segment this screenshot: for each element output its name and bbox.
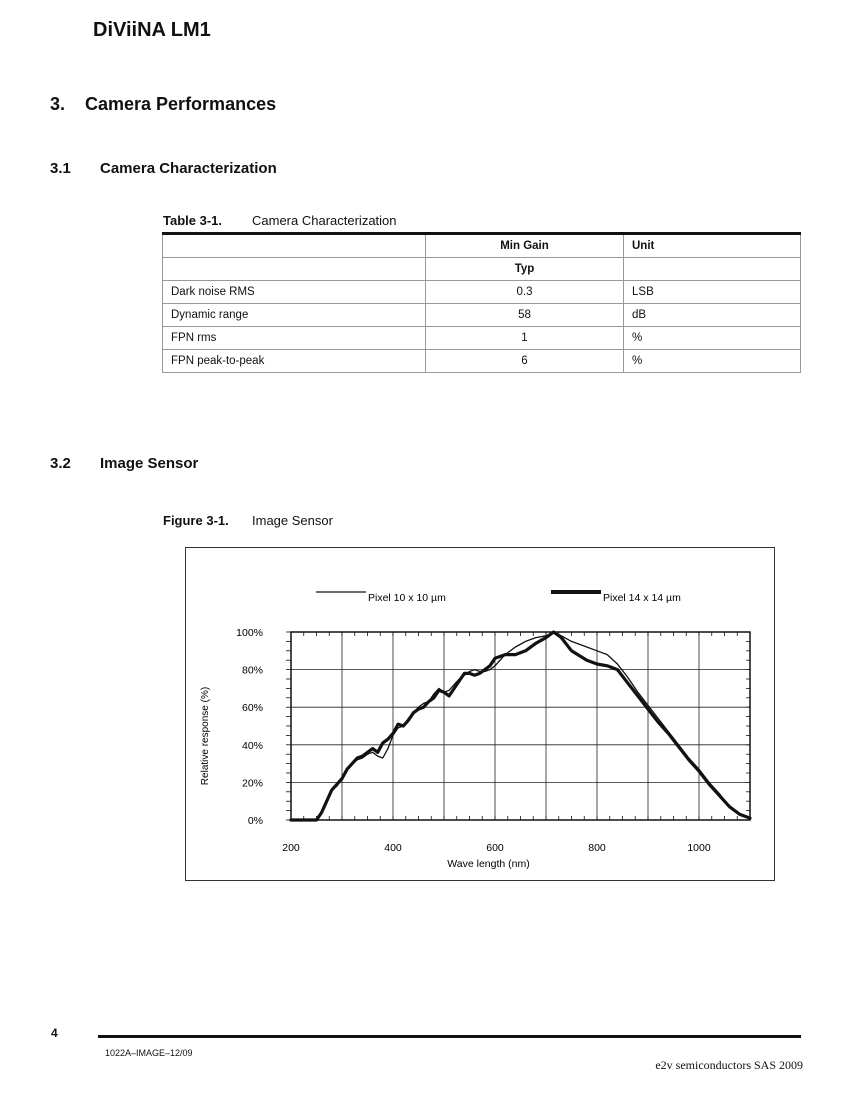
table-caption-label: Table 3-1. (163, 213, 223, 228)
figure-caption-label: Figure 3-1. (163, 513, 229, 528)
chart-series (291, 632, 750, 820)
table-row (163, 350, 801, 373)
y-tick-label: 40% (241, 739, 263, 752)
table-cell: LSB (624, 281, 801, 304)
table-cell: % (624, 327, 801, 350)
legend-label: Pixel 10 x 10 µm (368, 592, 446, 604)
table-header-cell (163, 258, 426, 281)
subsection-number: 3.1 (50, 160, 71, 177)
section-title: Camera Performances (85, 94, 277, 114)
document-code: 1022A–IMAGE–12/09 (105, 1048, 193, 1058)
y-tick-label: 80% (241, 664, 263, 677)
table-cell: 6 (426, 350, 624, 373)
series-line-2 (291, 632, 750, 820)
y-tick-label: 0% (247, 815, 263, 827)
figure-caption (163, 513, 333, 528)
subsection-title: Image Sensor (100, 455, 199, 472)
table-header-cell: Min Gain (426, 234, 624, 258)
table-row (163, 327, 801, 350)
plot-area (291, 632, 750, 820)
subsection-title: Camera Characterization (100, 160, 277, 177)
table-cell: 0.3 (426, 281, 624, 304)
table-cell: dB (624, 304, 801, 327)
table-subheader-row (163, 258, 801, 281)
chart-grid (291, 632, 750, 820)
spectral-response-chart (186, 548, 774, 880)
table-cell: Dynamic range (163, 304, 426, 327)
x-tick-label: 1000 (687, 842, 711, 854)
table-cell: 1 (426, 327, 624, 350)
table-header-cell (163, 234, 426, 258)
table-caption-text: Camera Characterization (252, 213, 397, 228)
y-tick-label: 100% (236, 627, 263, 639)
table-row (163, 304, 801, 327)
chart-ticks (286, 632, 750, 820)
y-tick-label: 20% (241, 777, 263, 790)
table-cell: FPN rms (163, 327, 426, 350)
footer-divider (98, 1035, 801, 1038)
legend-label: Pixel 14 x 14 µm (603, 592, 681, 604)
y-axis-label: Relative response (%) (200, 686, 211, 786)
subsection-heading-characterization (50, 160, 277, 177)
table-header-row (163, 234, 801, 258)
subsection-number: 3.2 (50, 455, 71, 472)
page-number: 4 (51, 1026, 58, 1040)
table-header-cell: Typ (426, 258, 624, 281)
copyright-notice: e2v semiconductors SAS 2009 (655, 1058, 803, 1072)
chart-legend (316, 592, 681, 604)
subsection-heading-image-sensor (50, 455, 198, 472)
figure-caption-text: Image Sensor (252, 513, 333, 528)
table-cell: % (624, 350, 801, 373)
table-header-cell: Unit (624, 234, 801, 258)
x-axis-label: Wave length (nm) (447, 858, 530, 870)
x-tick-label: 800 (588, 842, 606, 854)
table-row (163, 281, 801, 304)
characterization-table (162, 232, 801, 373)
document-title: DiViiNA LM1 (93, 19, 211, 41)
table-caption (163, 213, 397, 228)
series-line-1 (291, 632, 750, 820)
section-number: 3. (50, 94, 66, 114)
table-cell: FPN peak-to-peak (163, 350, 426, 373)
x-tick-label: 600 (486, 842, 504, 854)
x-tick-label: 400 (384, 842, 402, 854)
y-tick-label: 60% (241, 702, 263, 715)
table-cell: Dark noise RMS (163, 281, 426, 304)
table-cell: 58 (426, 304, 624, 327)
figure-frame (185, 547, 775, 881)
table-header-cell (624, 258, 801, 281)
x-tick-label: 200 (282, 842, 300, 854)
section-heading (50, 94, 276, 115)
